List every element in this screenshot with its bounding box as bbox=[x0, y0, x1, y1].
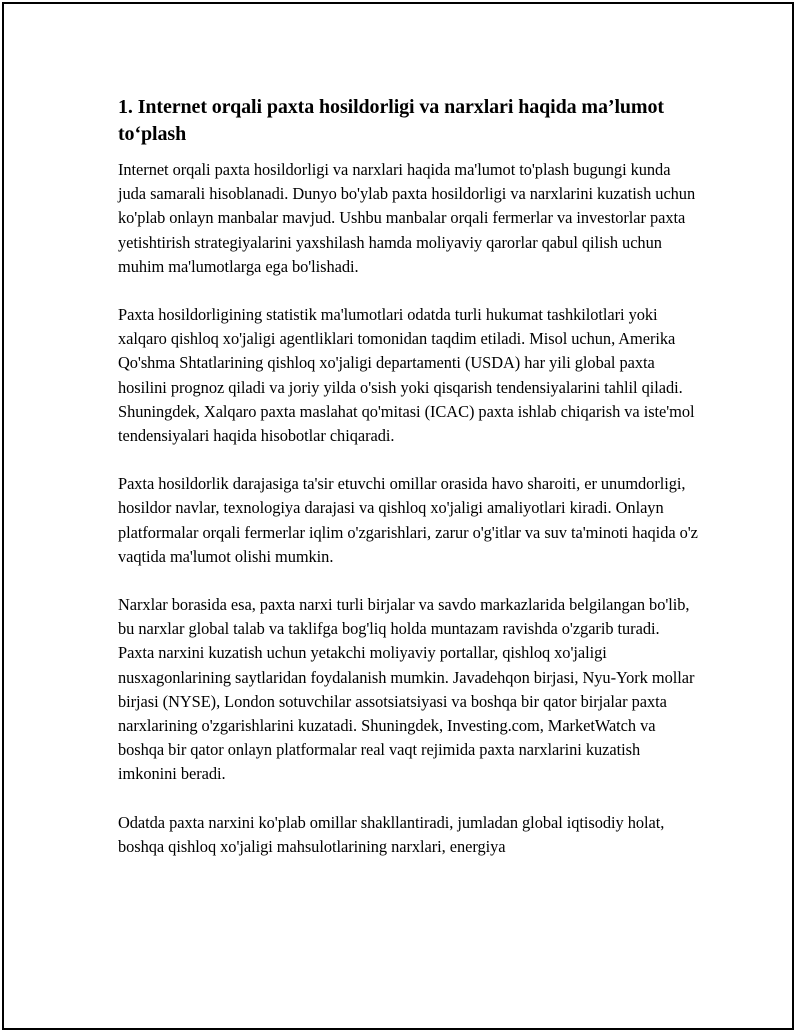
paragraph-price-factors: Odatda paxta narxini ko'plab omillar shakllantiradi, jumladan global iqtisodiy holat, boshqa qishloq xo'jaligi mahsulotlarining narxlari, energiya bbox=[118, 812, 665, 856]
document-body bbox=[118, 94, 698, 883]
paragraph-factors: Paxta hosildorlik darajasiga ta'sir etuvchi omillar orasida havo sharoiti, er unumdorligi, hosildor navlar, texnologiya darajasi va qishloq xo'jaligi amaliyotlari kiradi. Onlayn platformalar orqali fermerlar iqlim o'zgarishlari, zarur o'g'itlar va suv ta'minoti haqida o'z vaqtida ma'lumot olishi mumkin. bbox=[118, 474, 698, 566]
paragraph-intro: Internet orqali paxta hosildorligi va narxlari haqida ma'lumot to'plash bugungi kunda juda samarali hisoblanadi. Dunyo bo'ylab paxta hosildorligi va narxlarini kuzatish uchun ko'plab onlayn manbalar mavjud. Ushbu manbalar orqali fermerlar va investorlar paxta yetishtirish strategiyalarini yaxshilash hamda moliyaviy qarorlar qabul qilish uchun muhim ma'lumotlarga ega bo'lishadi. bbox=[118, 160, 696, 276]
paragraph-prices: Narxlar borasida esa, paxta narxi turli birjalar va savdo markazlarida belgilangan bo'lib, bu narxlar global talab va taklifga bog'liq holda muntazam ravishda o'zgarib turadi. Paxta narxini kuzatish uchun yetakchi moliyaviy portallar, qishloq xo'jaligi nusxagonlarining saytlaridan foydalanish mumkin. Javadehqon birjasi, Nyu-York mollar birjasi (NYSE), London sotuvchilar assotsiatsiyasi va boshqa bir qator birjalar paxta narxlarining o'zgarishlarini kuzatadi. Shuningdek, Investing.com, MarketWatch va boshqa bir qator onlayn platformalar real vaqt rejimida paxta narxlarini kuzatish imkonini beradi. bbox=[118, 595, 695, 784]
paragraph-statistics: Paxta hosildorligining statistik ma'lumotlari odatda turli hukumat tashkilotlari yoki xalqaro qishloq xo'jaligi agentliklari tomonidan taqdim etiladi. Misol uchun, Amerika Qo'shma Shtatlarining qishloq xo'jaligi departamenti (USDA) har yili global paxta hosilini prognoz qiladi va joriy yilda o'sish yoki qisqarish tendensiyalarini tahlil qiladi. Shuningdek, Xalqaro paxta maslahat qo'mitasi (ICAC) paxta ishlab chiqarish va iste'mol tendensiyalari haqida hisobotlar chiqaradi. bbox=[118, 305, 695, 446]
section-heading: 1. Internet orqali paxta hosildorligi va narxlari haqida ma’lumot to‘plash bbox=[118, 96, 664, 145]
